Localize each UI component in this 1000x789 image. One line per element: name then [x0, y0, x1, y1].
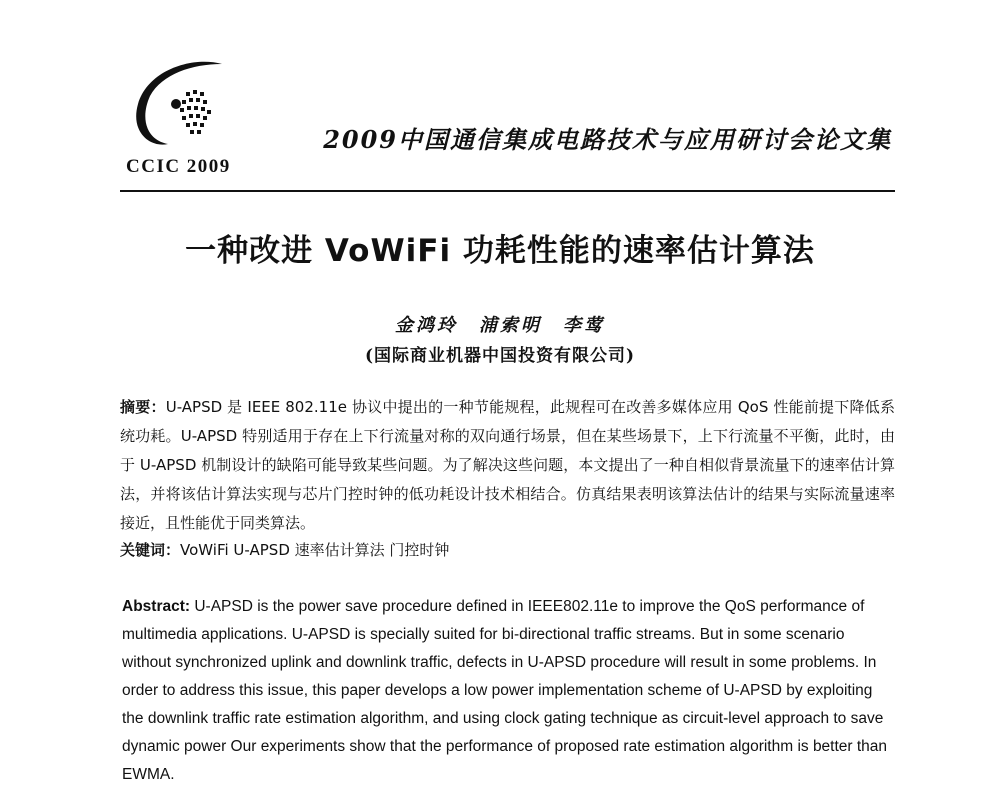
proceedings-title: 2009中国通信集成电路技术与应用研讨会论文集	[323, 125, 892, 154]
ccic-logo-graphic	[120, 52, 240, 152]
abstract-zh-text: U-APSD 是 IEEE 802.11e 协议中提出的一种节能规程，此规程可在改善多媒体应用 QoS 性能前提下降低系统功耗。U-APSD 特别适用于存在上下行流量对称的双向通行场景，但在某些场景下，上下行流量不平衡，此时，由于 U-APSD 机制设计的缺陷可能导致某些问题。为了解决这些问题，本文提出了一种自相似背景流量下的速率估计算法，并将该估计算法实现与芯片门控时钟的低功耗设计技术相结合。仿真结果表明该算法估计的结果与实际流量速率接近，且性能优于同类算法。	[120, 398, 895, 532]
header-divider	[120, 190, 895, 192]
keywords-zh	[120, 539, 895, 560]
abstract-en-text: U-APSD is the power save procedure defined in IEEE802.11e to improve the QoS performance of multimedia applications. U-APSD is specially suited for bi-directional traffic streams. But in some scenario without synchronized uplink and downlink traffic, defects in U-APSD procedure will result in some problems. In order to address this issue, this paper develops a low power implementation scheme of U-APSD by exploiting the downlink traffic rate estimation algorithm, and using clock gating technique as circuit-level approach to save dynamic power Our experiments show that the performance of proposed rate estimation algorithm is better than EWMA.	[122, 598, 888, 783]
abstract-zh-label: 摘要：	[120, 398, 166, 416]
ccic-logo	[120, 52, 240, 152]
keywords-zh-label: 关键词：	[120, 541, 181, 559]
abstract-zh	[120, 393, 895, 538]
abstract-en-label: Abstract:	[122, 598, 191, 615]
keywords-zh-text: VoWiFi U-APSD 速率估计算法 门控时钟	[180, 541, 450, 559]
paper-authors: 金鸿玲 浦索明 李莺	[395, 315, 605, 336]
logo-text: CCIC 2009	[126, 156, 231, 177]
paper-title: 一种改进 VoWiFi 功耗性能的速率估计算法	[185, 233, 815, 269]
paper-affiliation: (国际商业机器中国投资有限公司)	[364, 346, 636, 366]
